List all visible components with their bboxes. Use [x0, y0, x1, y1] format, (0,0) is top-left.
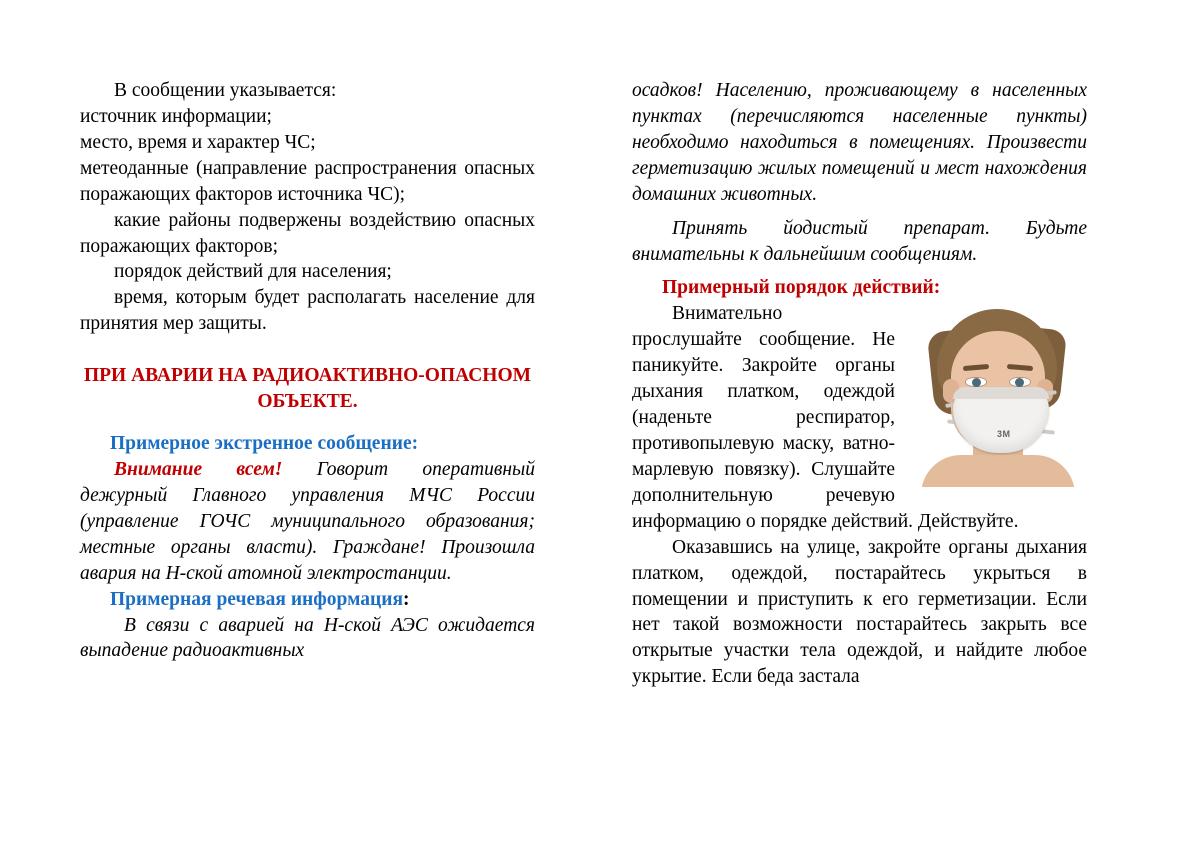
spacer [80, 337, 535, 363]
heading-speech-info-text: Примерная речевая информация [110, 588, 403, 610]
intro-line-3: место, время и характер ЧС; [80, 131, 316, 153]
continuation-paragraph-2: Принять йодистый препарат. Будьте внимательны к дальнейшим сообщениям. [632, 217, 1087, 265]
actions-paragraph-2: Оказавшись на улице, закройте органы дыхания платком, одеждой, постарайтесь укрыться в помещении и приступить к его герметизации. Если нет такой возможности постарайтесь закрыть все открытые участки тела одеждой, и найдите любое укрытие. Если беда застала [632, 536, 1087, 688]
photo-canvas [907, 305, 1087, 487]
paragraph-meteo: метеоданные (направление распространения опасных поражающих факторов источника ЧС); [80, 157, 535, 205]
speech-info-body: В связи с аварией на Н-ской АЭС ожидается выпадение радиоактивных [80, 614, 535, 662]
paragraph-order: порядок действий для населения; [114, 261, 392, 283]
spacer [632, 267, 1087, 275]
left-column [80, 78, 535, 664]
heading-approximate-actions: Примерный порядок действий: [662, 277, 941, 299]
attention-all-label: Внимание всем! [114, 458, 283, 480]
spacer [80, 415, 535, 431]
heading-radioactive-accident: ПРИ АВАРИИ НА РАДИОАКТИВНО-ОПАСНОМ ОБЪЕКТЕ. [83, 365, 532, 413]
respirator-photo [907, 305, 1087, 487]
paragraph-time: время, которым будет располагать население для принятия мер защиты. [80, 287, 535, 335]
continuation-paragraph-1: осадков! Населению, проживающему в населенных пунктах (перечисляются населенные пункты) необходимо находиться в помещениях. Произвести герметизацию жилых помещений и мест нахождения домашних животных. [632, 80, 1087, 205]
intro-line-2: источник информации; [80, 105, 272, 127]
heading-speech-info [80, 587, 535, 613]
actions-paragraph-1: Внимательно прослушайте сообщение. Не паникуйте. Закройте органы дыхания платком, одеждой (наденьте респиратор, противопылевую маску, ватно-марлевую повязку). Слушайте дополнительную речевую информацию о порядке действий. Действуйте. [632, 303, 1019, 532]
heading-emergency-message: Примерное экстренное сообщение: [110, 433, 419, 455]
intro-line-1: В сообщении указывается: [114, 80, 337, 101]
paragraph-regions: какие районы подвержены воздействию опасных поражающих факторов; [80, 209, 535, 257]
shoulders-icon [921, 455, 1075, 487]
emergency-message-text: Говорит оперативный дежурный Главного управления МЧС России (управление ГОЧС муниципального образования; местные органы власти). Граждане! Произошла авария на Н-ской атомной электростанции. [80, 458, 535, 584]
photo-and-text-block [632, 301, 1087, 534]
emergency-message-body [80, 457, 535, 587]
right-column [632, 78, 1087, 690]
heading-speech-info-colon: : [403, 588, 410, 610]
mask-brand-label: 3M [997, 429, 1011, 440]
respirator-mask-edge-icon [953, 387, 1049, 399]
spacer [632, 208, 1087, 216]
